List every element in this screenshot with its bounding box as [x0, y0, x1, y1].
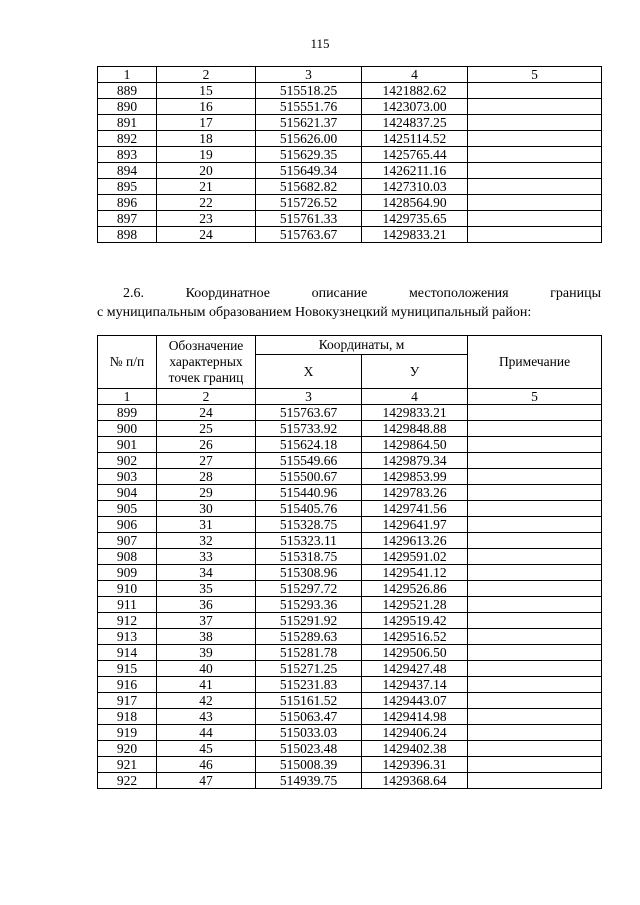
section-heading	[97, 284, 601, 322]
table-cell: 892	[98, 131, 157, 147]
table-row	[98, 613, 602, 629]
table-cell: 515549.66	[256, 453, 362, 469]
table-cell	[468, 517, 602, 533]
table-cell: 1429521.28	[362, 597, 468, 613]
table-cell: 901	[98, 437, 157, 453]
table-cell: 1429741.56	[362, 501, 468, 517]
table-cell: 3	[256, 389, 362, 405]
table-row	[98, 741, 602, 757]
table-cell: 918	[98, 709, 157, 725]
table-cell: 1429437.14	[362, 677, 468, 693]
table-cell: 515023.48	[256, 741, 362, 757]
table-cell: 515297.72	[256, 581, 362, 597]
table-cell: 515008.39	[256, 757, 362, 773]
table-row	[98, 195, 602, 211]
section-heading-line1: 2.6. Координатное описание местоположения границы	[123, 286, 601, 301]
table-cell: 1429864.50	[362, 437, 468, 453]
table-cell: 43	[157, 709, 256, 725]
table-cell: 17	[157, 115, 256, 131]
table-cell: 1429541.12	[362, 565, 468, 581]
table-cell: 893	[98, 147, 157, 163]
table-cell: 1425114.52	[362, 131, 468, 147]
table-cell: 15	[157, 83, 256, 99]
table-cell	[468, 227, 602, 243]
table-cell: 39	[157, 645, 256, 661]
table-cell: 515271.25	[256, 661, 362, 677]
table-cell: 1428564.90	[362, 195, 468, 211]
table-cell: 1429516.52	[362, 629, 468, 645]
table-row	[98, 147, 602, 163]
table-cell: 31	[157, 517, 256, 533]
table-cell: 914	[98, 645, 157, 661]
table-cell: 515500.67	[256, 469, 362, 485]
table-cell: 32	[157, 533, 256, 549]
table-cell: 47	[157, 773, 256, 789]
table-row	[98, 677, 602, 693]
table-cell: 21	[157, 179, 256, 195]
header-coordinates: Координаты, м	[256, 336, 468, 355]
table-cell: 916	[98, 677, 157, 693]
table-cell: 899	[98, 405, 157, 421]
table-cell	[468, 163, 602, 179]
table-cell: 515733.92	[256, 421, 362, 437]
table-cell: 2	[157, 67, 256, 83]
table-cell: 41	[157, 677, 256, 693]
table-cell: 1429526.86	[362, 581, 468, 597]
table-cell: 1425765.44	[362, 147, 468, 163]
table-cell	[468, 485, 602, 501]
table-cell: 515289.63	[256, 629, 362, 645]
table-cell: 515063.47	[256, 709, 362, 725]
table-cell: 908	[98, 549, 157, 565]
table-cell: 515629.35	[256, 147, 362, 163]
table-cell: 895	[98, 179, 157, 195]
table-cell	[468, 613, 602, 629]
table-row	[98, 227, 602, 243]
table-cell	[468, 469, 602, 485]
table-cell: 1429591.02	[362, 549, 468, 565]
table-cell: 1429848.88	[362, 421, 468, 437]
table-cell	[468, 645, 602, 661]
table-cell: 38	[157, 629, 256, 645]
table-cell: 1429833.21	[362, 227, 468, 243]
table-cell	[468, 597, 602, 613]
table-row	[98, 693, 602, 709]
table-cell	[468, 693, 602, 709]
table-cell: 1429879.34	[362, 453, 468, 469]
table-cell	[468, 661, 602, 677]
table-cell: 514939.75	[256, 773, 362, 789]
table-cell: 515621.37	[256, 115, 362, 131]
table-cell: 45	[157, 741, 256, 757]
table-cell: 27	[157, 453, 256, 469]
table-cell: 905	[98, 501, 157, 517]
table-cell: 515291.92	[256, 613, 362, 629]
table-row	[98, 533, 602, 549]
table-cell	[468, 437, 602, 453]
table-cell: 896	[98, 195, 157, 211]
table-row	[98, 437, 602, 453]
table-row	[98, 645, 602, 661]
table-cell	[468, 195, 602, 211]
table-cell: 40	[157, 661, 256, 677]
table-cell: 1421882.62	[362, 83, 468, 99]
table-cell: 897	[98, 211, 157, 227]
table-cell: 46	[157, 757, 256, 773]
table-cell: 913	[98, 629, 157, 645]
header-y: У	[362, 355, 468, 389]
table-cell: 907	[98, 533, 157, 549]
table-cell: 515726.52	[256, 195, 362, 211]
table-row	[98, 597, 602, 613]
table-row	[98, 453, 602, 469]
table-body	[98, 67, 602, 243]
table-cell: 5	[468, 389, 602, 405]
table-row	[98, 661, 602, 677]
table-cell: 911	[98, 597, 157, 613]
table-cell: 29	[157, 485, 256, 501]
table-cell	[468, 581, 602, 597]
column-number-row	[98, 67, 602, 83]
table-cell	[468, 99, 602, 115]
table-cell: 4	[362, 389, 468, 405]
table-cell: 1429783.26	[362, 485, 468, 501]
table-cell	[468, 421, 602, 437]
table-cell: 1426211.16	[362, 163, 468, 179]
table-cell: 890	[98, 99, 157, 115]
table-row	[98, 725, 602, 741]
table-cell: 515033.03	[256, 725, 362, 741]
table-cell: 18	[157, 131, 256, 147]
table-cell: 1429402.38	[362, 741, 468, 757]
table-cell: 1429853.99	[362, 469, 468, 485]
table-cell: 515440.96	[256, 485, 362, 501]
table-cell: 3	[256, 67, 362, 83]
table-cell	[468, 629, 602, 645]
table-cell: 16	[157, 99, 256, 115]
table-cell: 898	[98, 227, 157, 243]
table-row	[98, 179, 602, 195]
table-cell: 515761.33	[256, 211, 362, 227]
table-cell: 902	[98, 453, 157, 469]
table-cell: 4	[362, 67, 468, 83]
table-cell: 912	[98, 613, 157, 629]
table-cell	[468, 211, 602, 227]
table-cell: 910	[98, 581, 157, 597]
table-cell	[468, 83, 602, 99]
table-cell: 1427310.03	[362, 179, 468, 195]
table-cell: 1429396.31	[362, 757, 468, 773]
table-cell: 515551.76	[256, 99, 362, 115]
table-cell: 921	[98, 757, 157, 773]
table-cell	[468, 757, 602, 773]
table-cell: 515405.76	[256, 501, 362, 517]
table-row	[98, 163, 602, 179]
table-cell: 1423073.00	[362, 99, 468, 115]
table-row	[98, 581, 602, 597]
table-row	[98, 211, 602, 227]
table-row	[98, 709, 602, 725]
table-cell	[468, 725, 602, 741]
coordinates-table-continued	[97, 66, 602, 243]
column-number-row	[98, 389, 602, 405]
table-row	[98, 131, 602, 147]
table-row	[98, 485, 602, 501]
table-cell	[468, 115, 602, 131]
table-cell: 2	[157, 389, 256, 405]
table-cell: 515518.25	[256, 83, 362, 99]
table-row	[98, 549, 602, 565]
table-cell: 515682.82	[256, 179, 362, 195]
table-cell: 515323.11	[256, 533, 362, 549]
table-cell: 915	[98, 661, 157, 677]
table-cell	[468, 565, 602, 581]
header-note: Примечание	[468, 336, 602, 389]
table-cell: 515231.83	[256, 677, 362, 693]
table-cell: 920	[98, 741, 157, 757]
table-cell: 894	[98, 163, 157, 179]
table-cell	[468, 533, 602, 549]
table-cell: 919	[98, 725, 157, 741]
table-cell: 42	[157, 693, 256, 709]
table-row	[98, 83, 602, 99]
table-cell: 1429506.50	[362, 645, 468, 661]
table-cell: 922	[98, 773, 157, 789]
table-cell	[468, 773, 602, 789]
table-cell: 37	[157, 613, 256, 629]
table-cell	[468, 405, 602, 421]
table-row	[98, 629, 602, 645]
header-x: X	[256, 355, 362, 389]
table-row	[98, 469, 602, 485]
table-cell: 1429414.98	[362, 709, 468, 725]
table-cell: 28	[157, 469, 256, 485]
table-row	[98, 421, 602, 437]
table-cell	[468, 147, 602, 163]
table-cell: 25	[157, 421, 256, 437]
table-row	[98, 115, 602, 131]
table-row	[98, 99, 602, 115]
table-cell: 889	[98, 83, 157, 99]
table-cell: 891	[98, 115, 157, 131]
table-cell: 5	[468, 67, 602, 83]
table-cell	[468, 501, 602, 517]
table-cell: 33	[157, 549, 256, 565]
table-cell: 515161.52	[256, 693, 362, 709]
table-cell: 1429833.21	[362, 405, 468, 421]
table-body	[98, 336, 602, 789]
table-cell: 515763.67	[256, 405, 362, 421]
table-cell: 903	[98, 469, 157, 485]
header-row	[98, 336, 602, 355]
table-cell: 1	[98, 67, 157, 83]
table-cell	[468, 453, 602, 469]
table-cell: 904	[98, 485, 157, 501]
table-cell: 515763.67	[256, 227, 362, 243]
table-cell: 1429735.65	[362, 211, 468, 227]
boundary-coordinates-table	[97, 335, 602, 789]
table-cell	[468, 677, 602, 693]
table-cell: 906	[98, 517, 157, 533]
table-cell: 1429443.07	[362, 693, 468, 709]
table-row	[98, 773, 602, 789]
table-cell: 900	[98, 421, 157, 437]
table-row	[98, 501, 602, 517]
table-cell: 1429368.64	[362, 773, 468, 789]
table-cell: 1429406.24	[362, 725, 468, 741]
section-heading-line2: с муниципальным образованием Новокузнецкий муниципальный район:	[97, 305, 532, 320]
table-cell: 909	[98, 565, 157, 581]
table-row	[98, 757, 602, 773]
table-cell	[468, 741, 602, 757]
table-cell: 20	[157, 163, 256, 179]
table-row	[98, 517, 602, 533]
table-cell: 1429613.26	[362, 533, 468, 549]
table-cell: 24	[157, 405, 256, 421]
table-cell: 1429641.97	[362, 517, 468, 533]
table-cell: 1429427.48	[362, 661, 468, 677]
table-cell	[468, 549, 602, 565]
table-cell: 917	[98, 693, 157, 709]
table-cell: 515293.36	[256, 597, 362, 613]
table-cell: 30	[157, 501, 256, 517]
table-cell: 515318.75	[256, 549, 362, 565]
table-cell: 34	[157, 565, 256, 581]
table-cell: 515649.34	[256, 163, 362, 179]
table-cell: 26	[157, 437, 256, 453]
table-cell: 24	[157, 227, 256, 243]
table-cell: 515626.00	[256, 131, 362, 147]
table-cell: 515281.78	[256, 645, 362, 661]
table-cell	[468, 179, 602, 195]
table-cell	[468, 709, 602, 725]
table-cell: 1	[98, 389, 157, 405]
header-num: № п/п	[98, 336, 157, 389]
table-cell: 515328.75	[256, 517, 362, 533]
table-cell: 44	[157, 725, 256, 741]
table-cell: 1429519.42	[362, 613, 468, 629]
table-row	[98, 565, 602, 581]
table-cell: 1424837.25	[362, 115, 468, 131]
table-row	[98, 405, 602, 421]
table-cell: 36	[157, 597, 256, 613]
header-point: Обозначение характерных точек границ	[157, 336, 256, 389]
page-number: 115	[310, 36, 330, 51]
table-cell: 515308.96	[256, 565, 362, 581]
table-cell	[468, 131, 602, 147]
table-cell: 35	[157, 581, 256, 597]
table-cell: 23	[157, 211, 256, 227]
table-cell: 22	[157, 195, 256, 211]
table-cell: 515624.18	[256, 437, 362, 453]
table-cell: 19	[157, 147, 256, 163]
